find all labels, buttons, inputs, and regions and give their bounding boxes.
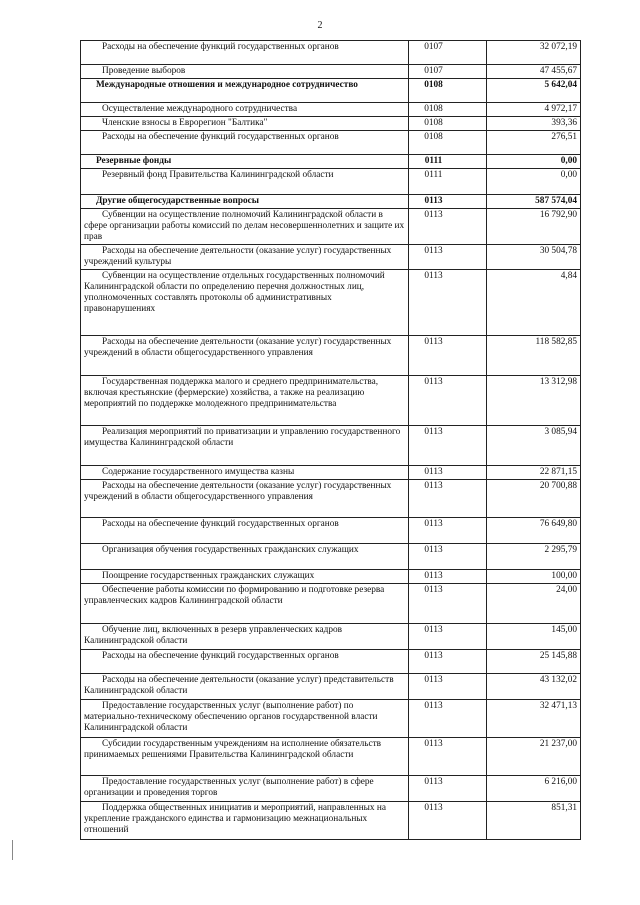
table-row	[81, 117, 581, 131]
row-amount-cell: 851,31	[487, 802, 581, 840]
table-row	[81, 518, 581, 544]
section-row	[81, 195, 581, 209]
row-code-cell: 0113	[409, 466, 487, 480]
row-amount-cell: 32 072,19	[487, 41, 581, 65]
row-name-cell: Субвенции на осуществление полномочий Калининградской области в сфере организации работы комиссий по делам несовершеннолетних и защите их прав	[81, 209, 409, 245]
row-amount-cell: 22 871,15	[487, 466, 581, 480]
row-code-cell: 0113	[409, 480, 487, 518]
row-amount-cell: 0,00	[487, 155, 581, 169]
row-code-cell: 0113	[409, 245, 487, 270]
row-code-cell: 0108	[409, 131, 487, 155]
row-name-cell: Резервные фонды	[81, 155, 409, 169]
table-row	[81, 169, 581, 195]
row-amount-cell: 0,00	[487, 169, 581, 195]
row-name-cell: Поощрение государственных гражданских служащих	[81, 570, 409, 584]
row-code-cell: 0113	[409, 776, 487, 802]
row-name-cell: Субсидии государственным учреждениям на исполнение обязательств принимаемых решениями Правительства Калининградской области	[81, 738, 409, 776]
row-code-cell: 0108	[409, 103, 487, 117]
row-amount-cell: 47 455,67	[487, 65, 581, 79]
row-code-cell: 0107	[409, 41, 487, 65]
row-name-cell: Реализация мероприятий по приватизации и управлению государственного имущества Калининградской области	[81, 426, 409, 466]
row-code-cell: 0113	[409, 674, 487, 700]
row-code-cell: 0113	[409, 700, 487, 738]
row-code-cell: 0113	[409, 376, 487, 426]
section-row	[81, 79, 581, 103]
row-amount-cell: 100,00	[487, 570, 581, 584]
row-code-cell: 0113	[409, 544, 487, 570]
row-code-cell: 0107	[409, 65, 487, 79]
table-row	[81, 209, 581, 245]
row-amount-cell: 587 574,04	[487, 195, 581, 209]
row-amount-cell: 30 504,78	[487, 245, 581, 270]
budget-table	[80, 40, 581, 840]
row-amount-cell: 76 649,80	[487, 518, 581, 544]
row-amount-cell: 5 642,04	[487, 79, 581, 103]
row-name-cell: Расходы на обеспечение функций государственных органов	[81, 131, 409, 155]
row-amount-cell: 276,51	[487, 131, 581, 155]
row-name-cell: Расходы на обеспечение деятельности (оказание услуг) представительств Калининградской области	[81, 674, 409, 700]
row-amount-cell: 32 471,13	[487, 700, 581, 738]
row-name-cell: Расходы на обеспечение функций государственных органов	[81, 650, 409, 674]
row-amount-cell: 24,00	[487, 584, 581, 624]
row-amount-cell: 20 700,88	[487, 480, 581, 518]
row-amount-cell: 43 132,02	[487, 674, 581, 700]
row-amount-cell: 145,00	[487, 624, 581, 650]
row-code-cell: 0113	[409, 624, 487, 650]
row-amount-cell: 2 295,79	[487, 544, 581, 570]
row-name-cell: Поддержка общественных инициатив и мероприятий, направленных на укрепление гражданского единства и гармонизацию межнациональных отношений	[81, 802, 409, 840]
row-code-cell: 0113	[409, 518, 487, 544]
row-name-cell: Субвенции на осуществление отдельных государственных полномочий Калининградской области по определению перечня должностных лиц, уполномоченных составлять протоколы об административных правонарушениях	[81, 270, 409, 336]
row-name-cell: Расходы на обеспечение деятельности (оказание услуг) государственных учреждений в области общегосударственного управления	[81, 336, 409, 376]
row-name-cell: Расходы на обеспечение деятельности (оказание услуг) государственных учреждений культуры	[81, 245, 409, 270]
table-row	[81, 336, 581, 376]
table-row	[81, 426, 581, 466]
row-code-cell: 0113	[409, 270, 487, 336]
row-name-cell: Предоставление государственных услуг (выполнение работ) по материально-техническому обеспечению органов государственной власти Калининградской области	[81, 700, 409, 738]
row-name-cell: Членские взносы в Еврорегион "Балтика"	[81, 117, 409, 131]
table-row	[81, 570, 581, 584]
row-name-cell: Обеспечение работы комиссии по формированию и подготовке резерва управленческих кадров Калининградской области	[81, 584, 409, 624]
row-name-cell: Содержание государственного имущества казны	[81, 466, 409, 480]
table-row	[81, 776, 581, 802]
row-code-cell: 0108	[409, 79, 487, 103]
row-name-cell: Расходы на обеспечение деятельности (оказание услуг) государственных учреждений в области общегосударственного управления	[81, 480, 409, 518]
table-body	[81, 41, 581, 840]
row-name-cell: Организация обучения государственных гражданских служащих	[81, 544, 409, 570]
row-code-cell: 0113	[409, 650, 487, 674]
table-row	[81, 738, 581, 776]
row-amount-cell: 393,36	[487, 117, 581, 131]
section-row	[81, 155, 581, 169]
table-row	[81, 802, 581, 840]
row-name-cell: Международные отношения и международное сотрудничество	[81, 79, 409, 103]
row-code-cell: 0111	[409, 155, 487, 169]
table-row	[81, 376, 581, 426]
row-amount-cell: 21 237,00	[487, 738, 581, 776]
row-code-cell: 0113	[409, 336, 487, 376]
table-row	[81, 650, 581, 674]
row-code-cell: 0113	[409, 802, 487, 840]
table-row	[81, 270, 581, 336]
row-amount-cell: 13 312,98	[487, 376, 581, 426]
row-name-cell: Расходы на обеспечение функций государственных органов	[81, 518, 409, 544]
row-amount-cell: 4,84	[487, 270, 581, 336]
row-code-cell: 0113	[409, 570, 487, 584]
table-row	[81, 41, 581, 65]
scan-margin-mark	[12, 840, 13, 860]
table-row	[81, 466, 581, 480]
row-code-cell: 0113	[409, 584, 487, 624]
row-name-cell: Осуществление международного сотрудничества	[81, 103, 409, 117]
table-row	[81, 480, 581, 518]
row-amount-cell: 3 085,94	[487, 426, 581, 466]
row-name-cell: Государственная поддержка малого и среднего предпринимательства, включая крестьянские (фермерские) хозяйства, а также на реализацию мероприятий по поддержке молодежного предпринимательства	[81, 376, 409, 426]
row-code-cell: 0113	[409, 738, 487, 776]
table-row	[81, 624, 581, 650]
row-name-cell: Расходы на обеспечение функций государственных органов	[81, 41, 409, 65]
row-name-cell: Проведение выборов	[81, 65, 409, 79]
row-name-cell: Резервный фонд Правительства Калининградской области	[81, 169, 409, 195]
table-row	[81, 103, 581, 117]
row-amount-cell: 6 216,00	[487, 776, 581, 802]
table-row	[81, 584, 581, 624]
row-code-cell: 0113	[409, 209, 487, 245]
table-row	[81, 544, 581, 570]
table-row	[81, 131, 581, 155]
row-code-cell: 0113	[409, 195, 487, 209]
row-name-cell: Предоставление государственных услуг (выполнение работ) в сфере организации и проведения торгов	[81, 776, 409, 802]
table-row	[81, 700, 581, 738]
table-row	[81, 65, 581, 79]
table-row	[81, 674, 581, 700]
table-row	[81, 245, 581, 270]
row-code-cell: 0108	[409, 117, 487, 131]
page-number: 2	[317, 20, 323, 31]
row-name-cell: Другие общегосударственные вопросы	[81, 195, 409, 209]
row-code-cell: 0111	[409, 169, 487, 195]
row-name-cell: Обучение лиц, включенных в резерв управленческих кадров Калининградской области	[81, 624, 409, 650]
row-amount-cell: 25 145,88	[487, 650, 581, 674]
row-amount-cell: 4 972,17	[487, 103, 581, 117]
row-code-cell: 0113	[409, 426, 487, 466]
row-amount-cell: 16 792,90	[487, 209, 581, 245]
row-amount-cell: 118 582,85	[487, 336, 581, 376]
